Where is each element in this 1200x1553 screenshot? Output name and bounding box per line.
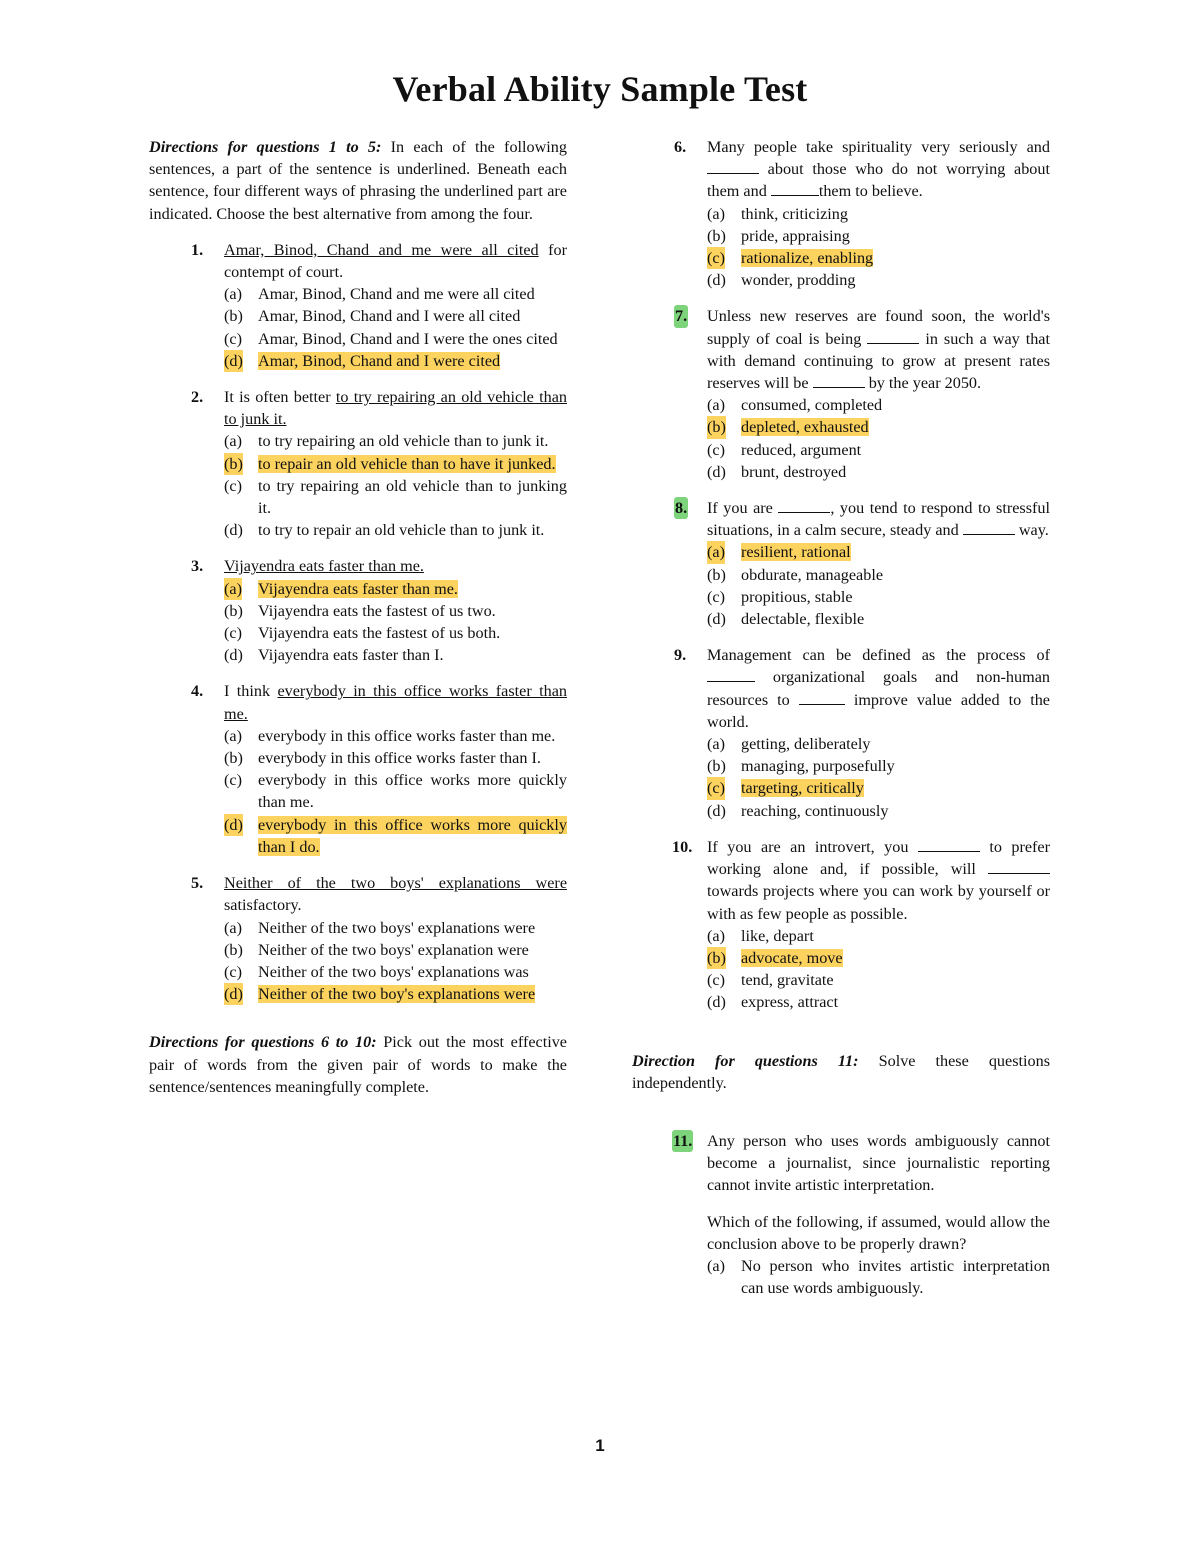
question-2 [149,386,567,541]
question-10 [632,836,1050,1014]
option-text: targeting, critically [741,779,864,798]
option-label: (b) [707,757,726,776]
option-label: (a) [224,726,242,745]
option-text: No person who invites artistic interpretation can use words ambiguously. [741,1256,1050,1298]
underlined-text: Neither of the two boys' explanations were [224,874,567,893]
page-number: 1 [595,1436,605,1455]
option-text: think, criticizing [741,204,848,223]
stem-text: I think [224,682,278,701]
option-text: to repair an old vehicle than to have it junked. [258,454,556,473]
option-b[interactable] [707,564,1050,586]
option-text: like, depart [741,926,814,945]
option-b-answer[interactable] [224,453,567,475]
option-label: (b) [707,416,726,438]
blank [799,690,845,705]
option-text: Vijayendra eats faster than I. [258,646,444,665]
question-11 [632,1130,1050,1299]
option-d[interactable] [707,461,1050,483]
option-d[interactable] [707,608,1050,630]
option-text: wonder, prodding [741,271,856,290]
underlined-text: everybody in this office works faster than me. [224,682,567,723]
question-stem [224,872,567,916]
option-label: (a) [224,432,242,451]
option-d-answer[interactable] [224,350,567,372]
option-c[interactable] [224,328,567,350]
option-label: (b) [224,749,243,768]
option-text: everybody in this office works faster than I. [258,749,541,768]
option-label: (a) [707,926,725,945]
directions-lead: Direction for questions 11: [632,1051,859,1070]
option-text: to try to repair an old vehicle than to junk it. [258,521,545,540]
option-text: consumed, completed [741,396,883,415]
directions-q1-5 [149,136,567,225]
option-a[interactable] [707,203,1050,225]
option-c[interactable] [224,961,567,983]
stem-text: organizational goals and non-human resources to [707,668,1050,709]
option-label: (c) [707,971,725,990]
directions-text: Solve these questions independently. [632,1051,1050,1092]
question-number: 9. [674,646,687,665]
stem-text: in such a way that with demand continuing to grow at present rates reserves will be [707,329,1050,393]
question-number: 4. [191,682,204,701]
question-number: 1. [191,240,204,259]
question-stem [707,644,1050,733]
option-b-answer[interactable] [707,947,1050,969]
option-text: resilient, rational [741,543,851,562]
stem-text: If you are [707,499,779,518]
option-label: (a) [707,204,725,223]
directions-q11 [632,1050,1050,1094]
option-c[interactable] [224,769,567,813]
stem-text: Unless new reserves are found soon, the world's supply of coal is being [707,307,1050,348]
blank [988,859,1050,874]
stem-text: , you tend to respond to stressful situations, in a calm secure, steady and [707,499,1050,540]
option-text: Amar, Binod, Chand and I were cited [258,351,501,370]
blank [707,159,759,174]
stem-text: Many people take spirituality very seriously and [707,138,1050,156]
option-text: everybody in this office works more quickly than I do. [258,815,567,856]
blank [707,667,755,682]
underlined-text: to try repairing an old vehicle than to junk it. [224,388,568,429]
question-number: 8. [674,497,688,519]
option-text: obdurate, manageable [741,565,884,584]
option-label: (c) [707,440,725,459]
option-text: Vijayendra eats the fastest of us both. [258,624,501,643]
option-text: brunt, destroyed [741,462,847,481]
question-stem [224,555,567,577]
question-number: 5. [191,874,204,893]
question-number: 10. [672,837,693,856]
option-text: reduced, argument [741,440,862,459]
option-label: (d) [224,983,243,1005]
blank [813,373,865,388]
option-text: rationalize, enabling [741,249,874,268]
question-stem [224,239,567,283]
option-text: managing, purposefully [741,757,895,776]
option-label: (b) [224,453,243,475]
option-text: getting, deliberately [741,735,871,754]
directions-text: In each of the following sentences, a part of the sentence is underlined. Beneath each sentence, four different ways of phrasing the underlined part are indicated. Choose the best alternative from among the four. [149,138,567,223]
option-d[interactable] [224,519,567,541]
question-5 [149,872,567,1005]
option-a[interactable] [707,1255,1050,1299]
option-text: Amar, Binod, Chand and I were all cited [258,307,521,326]
option-b[interactable] [224,939,567,961]
option-text: advocate, move [741,948,843,967]
option-label: (c) [224,962,242,981]
option-label: (c) [224,771,242,790]
option-label: (c) [707,247,725,269]
left-column [149,136,567,1112]
option-label: (d) [707,271,726,290]
option-text: Neither of the two boys' explanations were [258,918,536,937]
question-9 [632,644,1050,822]
question-1 [149,239,567,372]
question-3 [149,555,567,666]
option-a[interactable] [707,394,1050,416]
question-8 [632,497,1050,630]
stem-text: satisfactory. [224,896,302,915]
blank [963,520,1015,535]
option-text: Vijayendra eats the fastest of us two. [258,601,496,620]
option-a[interactable] [224,917,567,939]
option-b[interactable] [224,600,567,622]
option-text: reaching, continuously [741,801,889,820]
question-stem [707,836,1050,925]
option-label: (a) [224,578,242,600]
question-6 [632,136,1050,291]
option-label: (a) [224,918,242,937]
option-label: (d) [224,646,243,665]
option-label: (d) [224,521,243,540]
option-text: Amar, Binod, Chand and me were all cited [258,285,535,304]
question-number: 3. [191,557,204,576]
option-label: (b) [224,307,243,326]
option-label: (a) [224,285,242,304]
directions-text: Pick out the most effective pair of words from the given pair of words to make the sentence/sentences meaningfully complete. [149,1033,567,1096]
option-label: (c) [224,329,242,348]
option-label: (d) [707,801,726,820]
option-text: everybody in this office works more quickly than me. [258,771,567,812]
blank [918,837,980,852]
option-c[interactable] [707,439,1050,461]
option-text: Amar, Binod, Chand and I were the ones cited [258,329,558,348]
option-label: (c) [707,777,725,799]
option-label: (a) [707,541,725,563]
question-stem [707,136,1050,203]
stem-text: about those who do not worrying about them and [707,160,1050,201]
stem-text: It is often better [224,388,336,407]
option-label: (b) [224,601,243,620]
option-text: depleted, exhausted [741,418,869,437]
directions-q6-10 [149,1031,567,1098]
option-a[interactable] [224,283,567,305]
option-label: (b) [224,940,243,959]
option-d-answer[interactable] [224,814,567,858]
right-column [632,136,1050,1313]
option-b[interactable] [224,305,567,327]
stem-text: to prefer working alone and, if possible, will [707,837,1050,879]
directions-lead: Directions for questions 6 to 10: [149,1033,377,1052]
option-c[interactable] [707,586,1050,608]
option-c[interactable] [224,622,567,644]
stem-text: If you are an introvert, you [707,837,918,856]
document-title: Verbal Ability Sample Test [392,69,808,109]
option-text: delectable, flexible [741,610,865,629]
option-a[interactable] [224,430,567,452]
option-c[interactable] [224,475,567,519]
option-text: Neither of the two boys' explanation were [258,940,529,959]
stem-text: them to believe. [818,182,923,201]
option-label: (d) [707,462,726,481]
option-text: propitious, stable [741,587,853,606]
option-d[interactable] [707,991,1050,1013]
stem-text: for contempt of court. [224,240,567,282]
question-number: 11. [672,1130,693,1152]
option-b[interactable] [224,747,567,769]
option-a[interactable] [224,725,567,747]
option-a[interactable] [707,733,1050,755]
option-d-answer[interactable] [224,983,567,1005]
option-label: (c) [707,587,725,606]
question-prompt: Which of the following, if assumed, would allow the conclusion above to be properly drawn? [707,1212,1050,1253]
directions-lead: Directions for questions 1 to 5: [149,138,382,156]
stem-text: way. [1014,521,1049,540]
option-b[interactable] [707,755,1050,777]
option-b[interactable] [707,225,1050,247]
underlined-text: Amar, Binod, Chand and me were all cited [224,240,539,259]
question-stem: Any person who uses words ambiguously cannot become a journalist, since journalistic reporting cannot invite artistic interpretation. [707,1131,1050,1195]
question-number: 7. [674,305,688,327]
question-stem [224,386,567,430]
option-text: Neither of the two boy's explanations were [258,985,536,1004]
stem-text: improve value added to the world. [707,690,1050,731]
option-label: (d) [707,993,726,1012]
option-label: (d) [224,350,243,372]
blank [778,498,830,513]
option-b-answer[interactable] [707,416,1050,438]
stem-text: towards projects where you can work by yourself or with as few people as possible. [707,882,1050,923]
option-a-answer[interactable] [707,541,1050,563]
question-stem [707,497,1050,541]
option-text: to try repairing an old vehicle than to junk it. [258,432,549,451]
question-stem [224,680,567,724]
option-label: (d) [707,610,726,629]
option-text: express, attract [741,993,839,1012]
option-text: everybody in this office works faster than me. [258,726,556,745]
question-7 [632,305,1050,483]
option-label: (d) [224,814,243,836]
question-stem [707,305,1050,394]
option-text: tend, gravitate [741,971,834,990]
option-a[interactable] [707,925,1050,947]
option-label: (c) [224,624,242,643]
option-label: (c) [224,476,242,495]
option-label: (b) [707,947,726,969]
option-label: (a) [707,1256,725,1275]
option-label: (a) [707,735,725,754]
option-d[interactable] [224,644,567,666]
option-label: (b) [707,565,726,584]
question-number: 2. [191,388,204,407]
option-a-answer[interactable] [224,578,567,600]
option-c-answer[interactable] [707,247,1050,269]
option-d[interactable] [707,800,1050,822]
stem-text: Management can be defined as the process of [707,646,1050,665]
option-label: (b) [707,226,726,245]
option-c-answer[interactable] [707,777,1050,799]
blank [867,329,919,344]
question-4 [149,680,567,858]
option-text: Neither of the two boys' explanations was [258,962,529,981]
option-text: Vijayendra eats faster than me. [258,579,458,598]
option-c[interactable] [707,969,1050,991]
option-text: pride, appraising [741,226,850,245]
stem-text: by the year 2050. [864,374,982,393]
option-text: to try repairing an old vehicle than to junking it. [258,476,567,518]
blank [771,181,819,196]
question-number: 6. [674,138,687,156]
option-d[interactable] [707,269,1050,291]
underlined-text: Vijayendra eats faster than me. [224,557,424,576]
option-label: (a) [707,396,725,415]
